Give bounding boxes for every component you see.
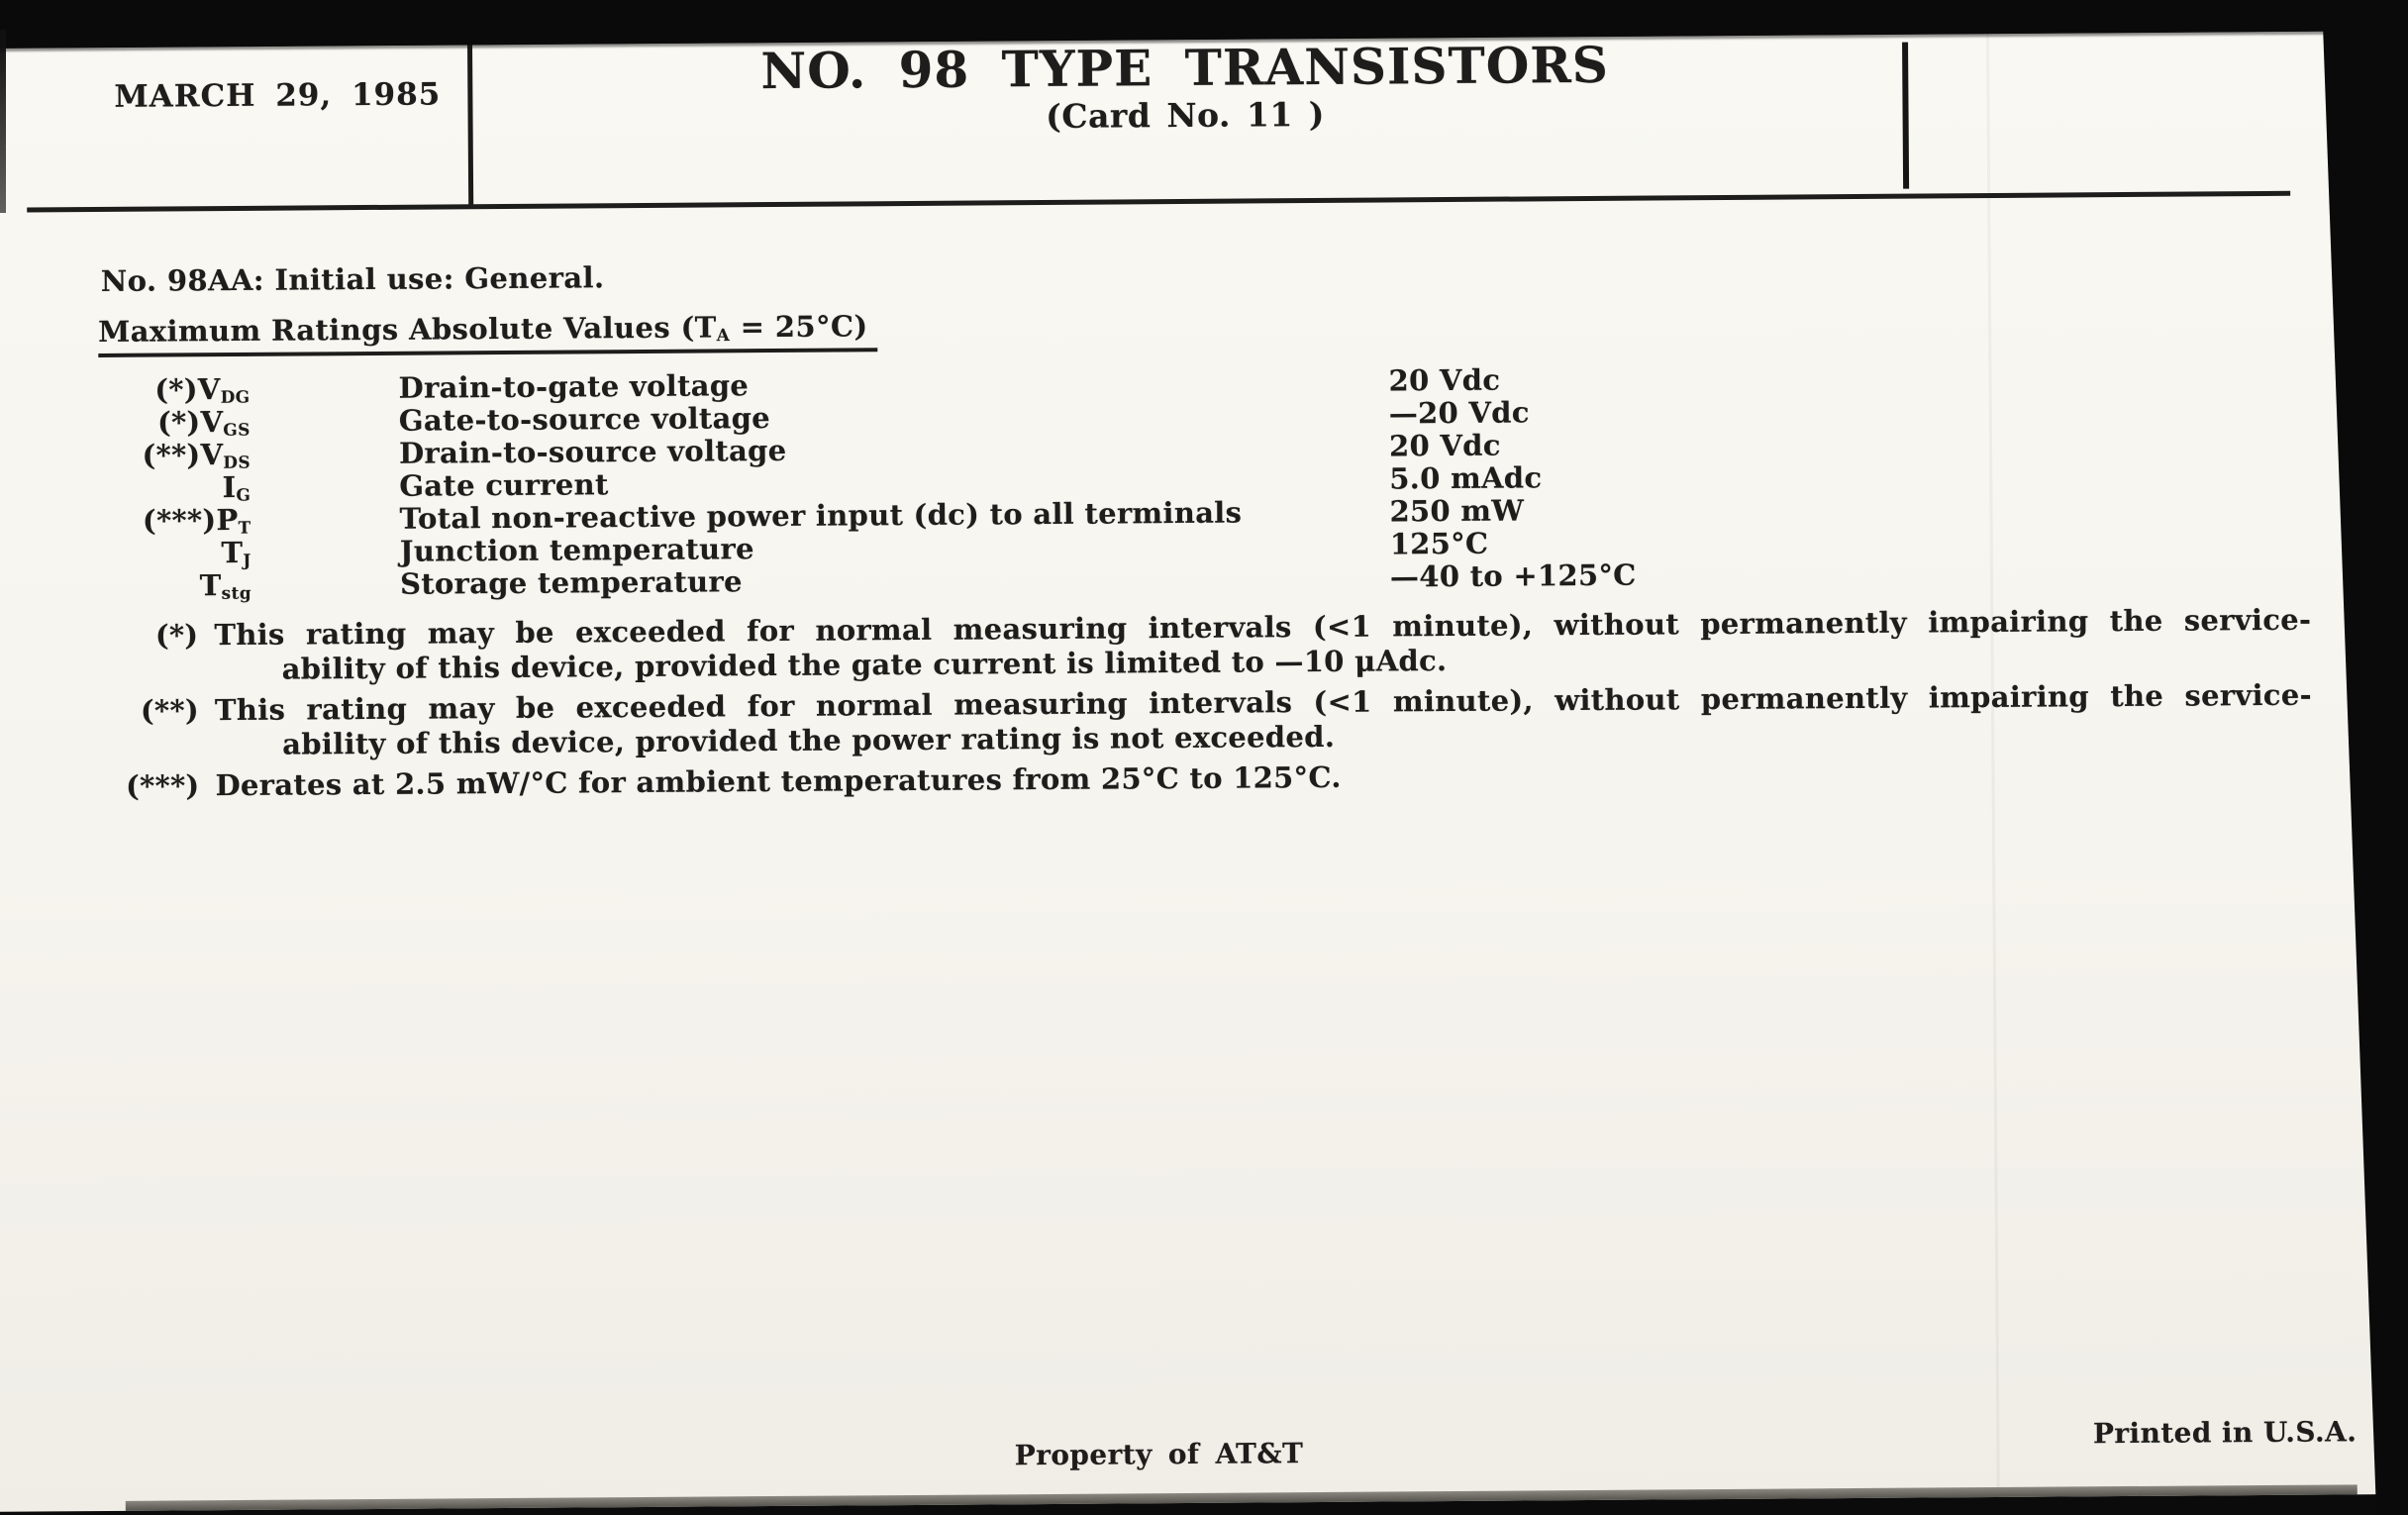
header-rule [27,191,2290,213]
footnote-text: This rating may be exceeded for normal measuring intervals (<1 minute), without permanently impairing the service- ability of this device, provided the gate current is limited to —10 μAdc. [214,602,2312,686]
header-title-block [467,37,1903,141]
rating-symbol: $T_J$ [221,535,251,570]
rating-description: Drain-to-source voltage [398,433,787,470]
rating-description: Gate current [399,467,609,503]
rating-value: —20 Vdc [1388,395,1530,431]
rating-symbol: $(*)V_{DG}$ [154,372,251,407]
rating-value: 20 Vdc [1388,428,1501,463]
rating-symbol: $(*)V_{GS}$ [156,405,251,440]
card-bottom-edge-shadow [126,1484,2358,1511]
rating-value: 20 Vdc [1388,362,1501,398]
footnote-text: This rating may be exceeded for normal measuring intervals (<1 minute), without permanently impairing the service- ability of this device, provided the power rating is not exceeded. [214,677,2313,761]
rating-symbol: $I_G$ [222,469,251,505]
ratings-heading-sub: A [716,325,731,346]
card-date: MARCH 29, 1985 [114,76,442,115]
rating-description: Drain-to-gate voltage [398,368,750,405]
footnote-text: Derates at 2.5 mW/°C for ambient temperatures from 25°C to 125°C. [215,759,1342,803]
rating-description: Total non-reactive power input (dc) to all terminals [399,495,1243,536]
header-divider-right [1902,43,1909,189]
footnote-marker: (***) [125,768,200,803]
footnote-asterisk [0,603,2312,689]
rating-description: Gate-to-source voltage [398,401,771,438]
scan-left-edge [0,30,6,213]
rating-description: Junction temperature [399,532,754,568]
rating-value: 5.0 mAdc [1389,460,1543,496]
device-intro: No. 98AA: Initial use: General. [100,260,605,298]
footnotes [0,603,2313,811]
property-notice: Property of AT&T [1014,1437,1304,1472]
rating-symbol: $(**)V_{DS}$ [142,438,251,472]
rating-value: —40 to +125°C [1389,557,1637,594]
printed-in-usa: Printed in U.S.A. [2092,1415,2358,1451]
rating-description: Storage temperature [399,564,743,601]
footnote-marker: (**) [140,693,200,728]
card-number: (Card No. 11 ) [1046,94,1326,136]
rating-symbol: $(***)P_T$ [142,502,251,538]
footnote-marker: (*) [154,618,199,653]
footnote-double-asterisk [0,678,2312,764]
rating-symbol: $T_{stg}$ [199,568,252,603]
ratings-heading-pre: Maximum Ratings Absolute Values (T [98,310,717,350]
rating-value: 250 mW [1389,493,1525,529]
ratings-heading [98,309,878,357]
ratings-heading-post: = 25°C) [730,309,868,345]
datasheet-card [0,31,2383,1512]
page-title: NO. 98 TYPE TRANSISTORS [760,35,1610,101]
rating-value: 125°C [1389,526,1489,561]
maximum-ratings-table [0,358,2311,604]
